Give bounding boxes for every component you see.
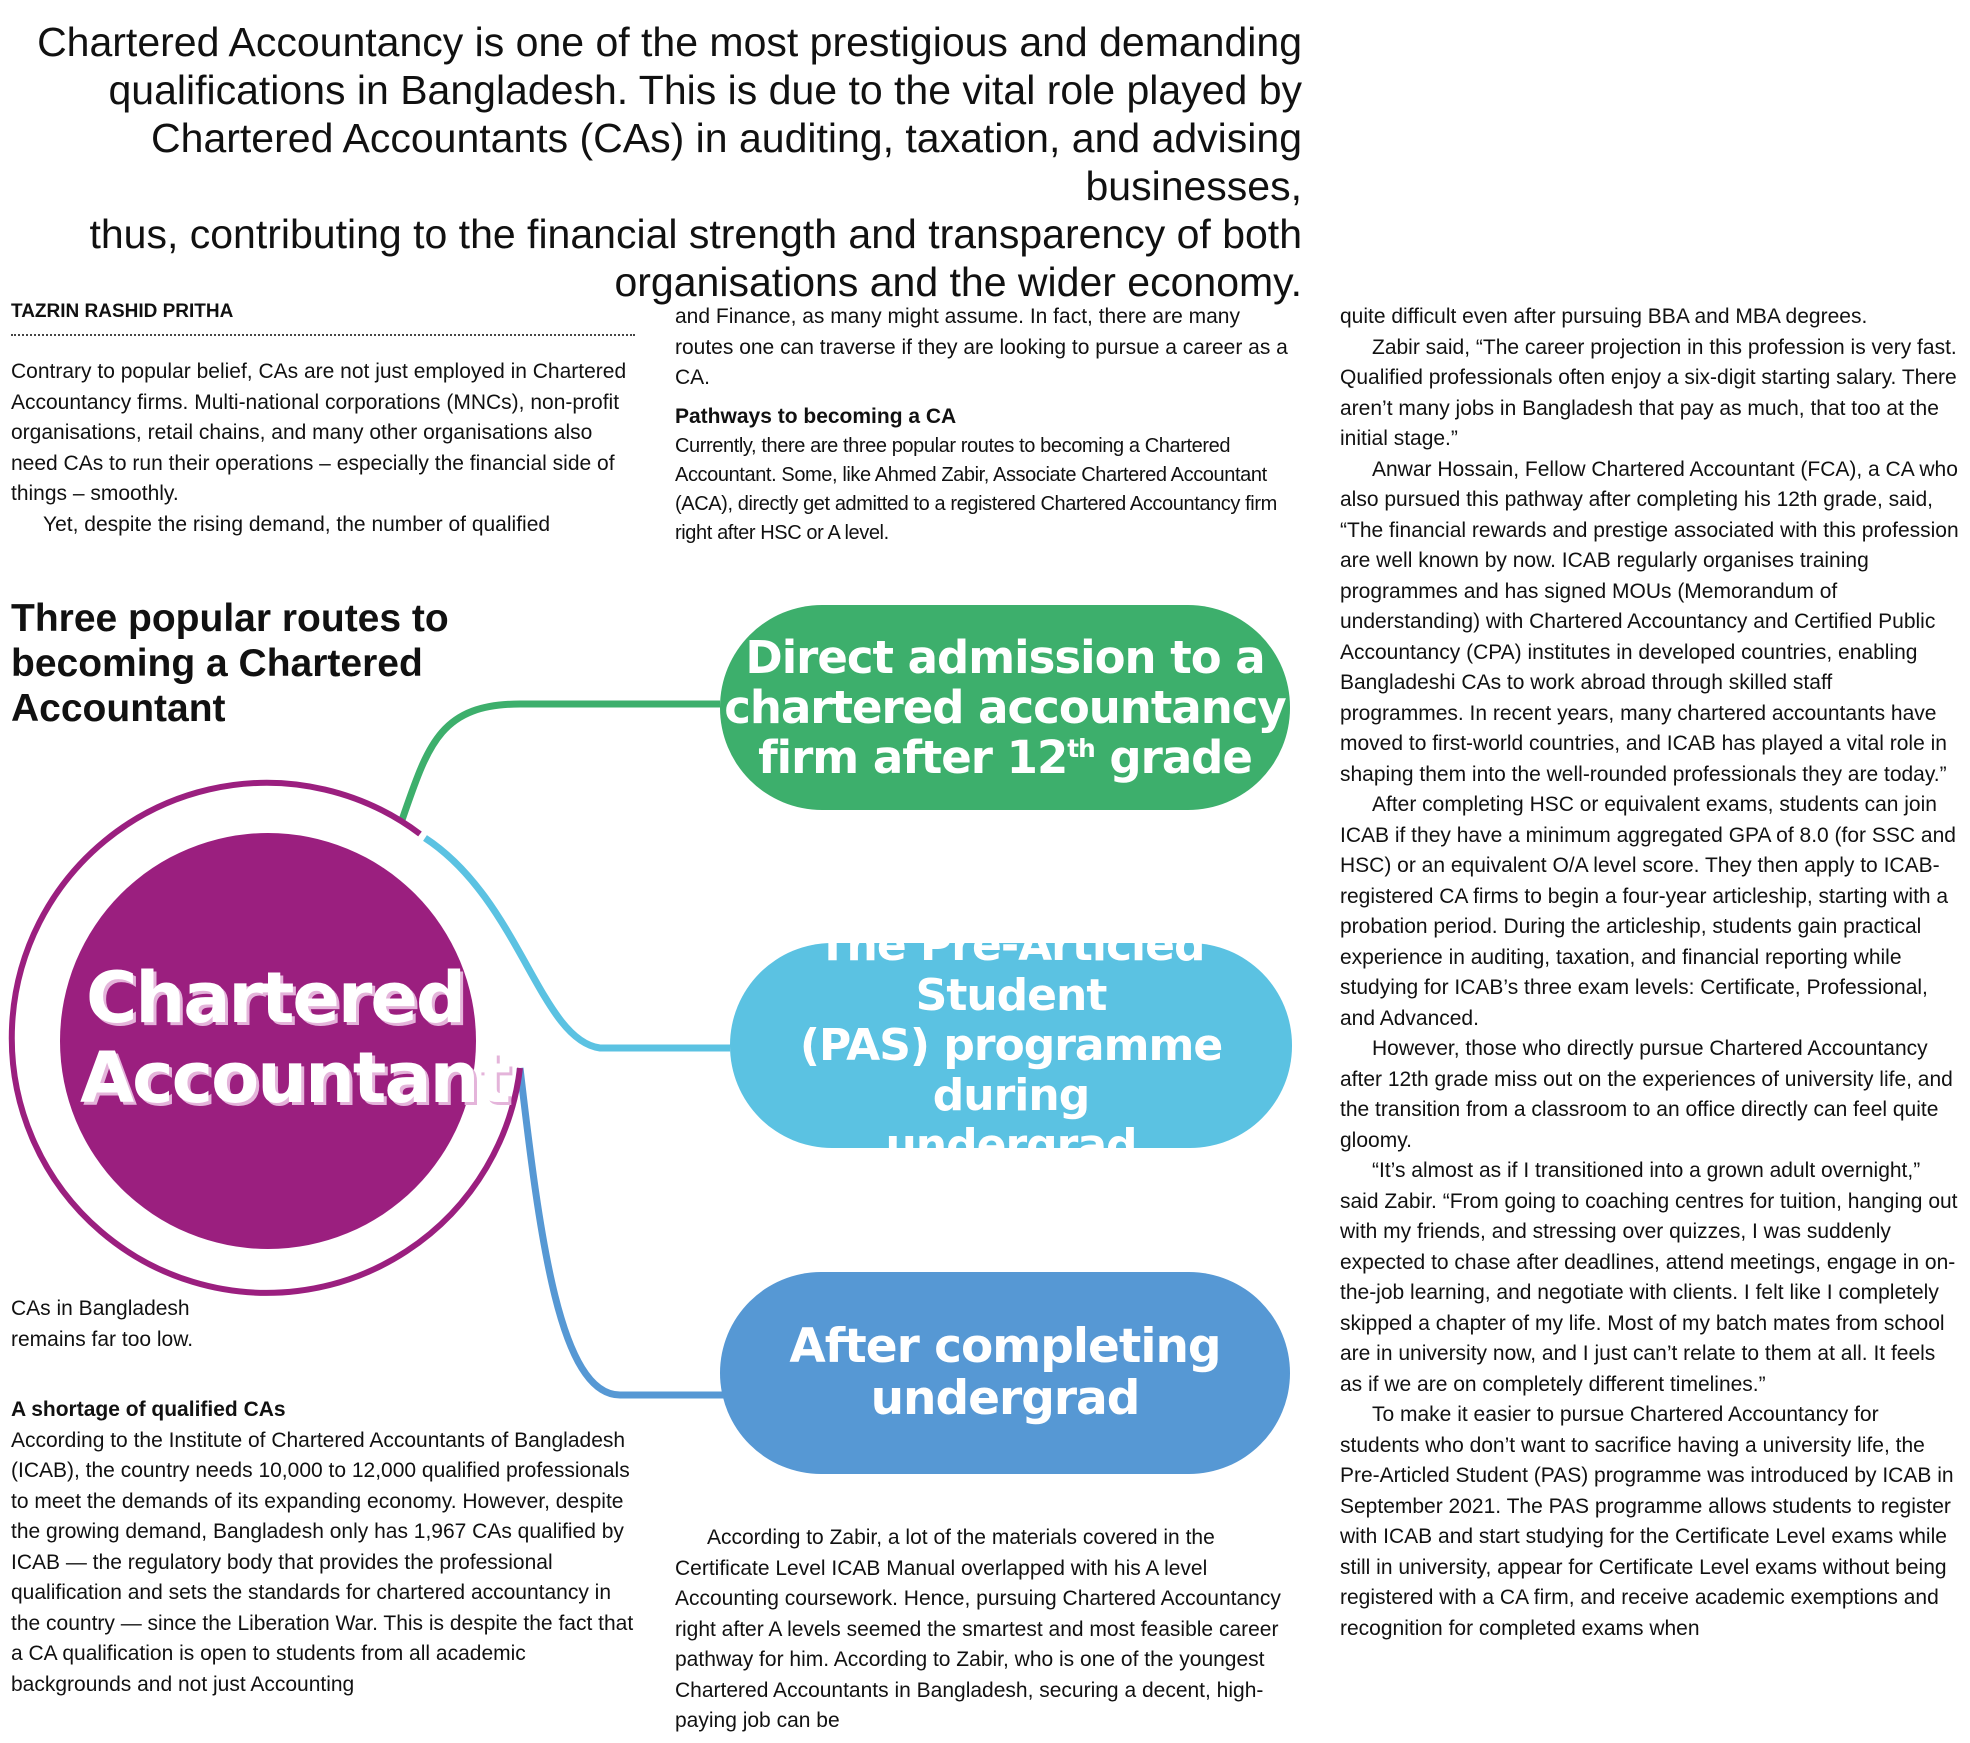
center-label (80, 957, 509, 1119)
paragraph: Anwar Hossain, Fellow Chartered Accountant (FCA), a CA who also pursued this pathway after completing his 12th grade, said, “The financial rewards and prestige associated with this profession are well known by now. ICAB regularly organises training programmes and has signed MOUs (Memorandum of understanding) with Chartered Accountancy and Certified Public Accountancy (CPA) institutes in developed countries, enabling Bangladeshi CAs to work abroad through skilled staff programmes. In recent years, many chartered accountants have moved to first-world countries, and ICAB has played a vital role in shaping them into the well-rounded professionals they are today.” (1340, 457, 1959, 786)
intro-line: Chartered Accountants (CAs) in auditing, taxation, and advising businesses, (151, 115, 1302, 209)
infographic-title: Three popular routes to becoming a Chartered Accountant (11, 597, 449, 730)
paragraph: Yet, despite the rising demand, the number of qualified (43, 512, 551, 536)
connector-route-3 (520, 1068, 730, 1395)
section-subhead: A shortage of qualified CAs (11, 1398, 286, 1421)
route-2-line: (PAS) programme during (799, 1019, 1223, 1121)
paragraph: quite difficult even after pursuing BBA and MBA degrees. (1340, 305, 1868, 328)
section-subhead: Pathways to becoming a CA (675, 404, 957, 428)
route-2-label (730, 919, 1292, 1171)
paragraph: According to the Institute of Chartered Accountants of Bangladesh (ICAB), the country needs 10,000 to 12,000 qualified professionals to meet the demands of its expanding economy. However, despite the growing demand, Bangladesh only has 1,967 CAs qualified by ICAB — the regulatory body that provides the professional qualification and sets the standards for chartered accountancy in the country — since the Liberation War. This is despite the fact that a CA qualification is open to students from all academic backgrounds and not just Accounting (11, 1428, 634, 1696)
paragraph: “It’s almost as if I transitioned into a grown adult overnight,” said Zabir. “From going to coaching centres for tuition, hanging out with my friends, and stressing over quizzes, I was suddenly expected to chase after deadlines, attend meetings, engage in on-the-job learning, and negotiate with clients. I felt like I completely skipped a chapter of my life. Most of my batch mates from school are in university now, and I just can’t relate to them at all. It feels as if we are on completely different timelines.” (1340, 1159, 1958, 1396)
route-2-line: The Pre-Articled Student (817, 919, 1205, 1021)
route-2-line: undergrad (885, 1119, 1137, 1171)
route-3-label (720, 1272, 1290, 1474)
route-1-label (720, 605, 1290, 810)
paragraph: However, those who directly pursue Chartered Accountancy after 12th grade miss out on the experiences of university life, and the transition from a classroom to an office directly can feel quite gloomy. (1340, 1037, 1953, 1152)
route-3-line: After completing (789, 1319, 1221, 1374)
paragraph: and Finance, as many might assume. In fact, there are many routes one can traverse if they are looking to pursue a career as a CA. (675, 305, 1288, 389)
route-1-line: Direct admission to a (745, 630, 1265, 684)
route-3-line: undergrad (870, 1371, 1140, 1426)
center-label-line: Accountant (80, 1037, 509, 1119)
byline: TAZRIN RASHID PRITHA (11, 300, 635, 336)
paragraph: CAs in Bangladesh remains far too low. (11, 1297, 194, 1351)
paragraph: To make it easier to pursue Chartered Accountancy for students who don’t want to sacrifice having a university life, the Pre-Articled Student (PAS) programme was introduced by ICAB in September 2021. The PAS programme allows students to register with ICAB and start studying for the Certificate Level exams while still in university, appear for Certificate Level exams without being registered with a CA firm, and receive academic exemptions and recognition for completed exams when (1340, 1403, 1954, 1640)
intro-line: thus, contributing to the financial strength and transparency of both (89, 211, 1302, 257)
paragraph: According to Zabir, a lot of the materials covered in the Certificate Level ICAB Manual overlapped with his A level Accounting coursework. Hence, pursuing Chartered Accountancy right after A levels seemed the smartest and most feasible career pathway for him. According to Zabir, who is one of the youngest Chartered Accountants in Bangladesh, securing a decent, high-paying job can be (675, 1526, 1281, 1732)
paragraph: Zabir said, “The career projection in this profession is very fast. Qualified professionals often enjoy a six-digit starting salary. There aren’t many jobs in Bangladesh that pay as much, that too at the initial stage.” (1340, 335, 1957, 450)
intro-line: Chartered Accountancy is one of the most prestigious and demanding (37, 19, 1302, 65)
intro-line: organisations and the wider economy. (614, 259, 1302, 305)
paragraph: Currently, there are three popular routes to becoming a Chartered Accountant. Some, like Ahmed Zabir, Associate Chartered Accountant (ACA), directly get admitted to a registered Chartered Accountancy firm right after HSC or A level. (675, 435, 1277, 544)
connector-route-1 (402, 704, 720, 820)
route-1-line: chartered accountancy (724, 680, 1286, 734)
paragraph: Contrary to popular belief, CAs are not just employed in Chartered Accountancy firms. Multi-national corporations (MNCs), non-profit organisations, retail chains, and many other organisations also need CAs to run their operations – especially the financial side of things – smoothly. (11, 360, 627, 505)
route-1-line: firm after 12th grade (758, 730, 1252, 784)
paragraph: After completing HSC or equivalent exams, students can join ICAB if they have a minimum aggregated GPA of 8.0 (for SSC and HSC) or an equivalent O/A level score. They then apply to ICAB-registered CA firms to begin a four-year articleship, starting with a probation period. During the articleship, students gain practical experience in auditing, taxation, and financial reporting while studying for ICAB’s three exam levels: Certificate, Professional, and Advanced. (1340, 793, 1956, 1030)
intro-line: qualifications in Bangladesh. This is due to the vital role played by (108, 67, 1302, 113)
center-label-line: Chartered (85, 957, 464, 1039)
